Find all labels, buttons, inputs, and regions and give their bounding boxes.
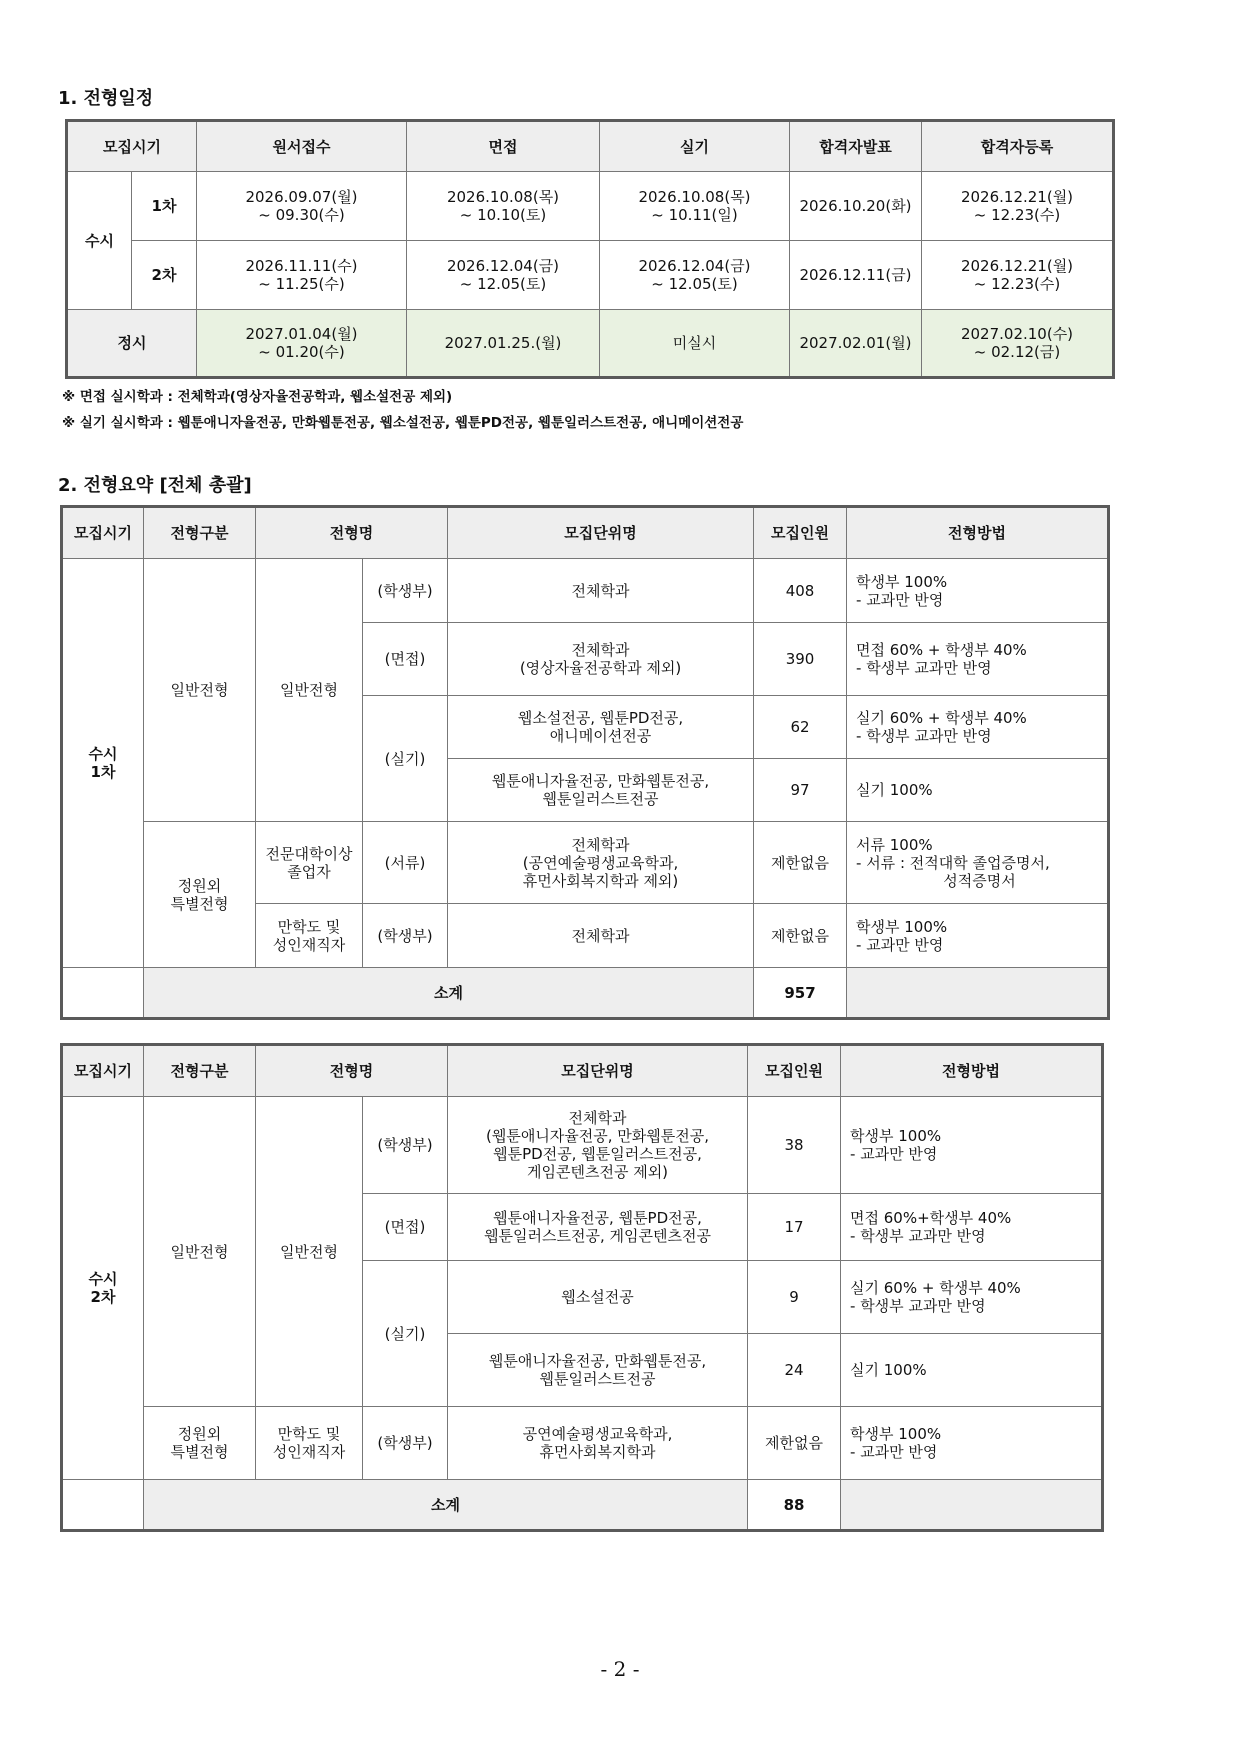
unit-cell: 전체학과 (공연예술평생교육학과, 휴먼사회복지학과 제외)	[448, 822, 754, 904]
interview-note: ※ 면접 실시학과 : 전체학과(영상자율전공학과, 웹소설전공 제외)	[62, 389, 453, 405]
count-cell: 38	[748, 1097, 841, 1194]
method-text: 서류 100% - 서류 : 전적대학 졸업증명서,	[856, 835, 1050, 872]
apply-date: 2027.01.04(월) ~ 01.20(수)	[197, 310, 407, 378]
unit-cell: 전체학과	[448, 904, 754, 968]
period-cell: 수시 1차	[62, 559, 144, 968]
unit-cell: 웹툰애니자율전공, 웹툰PD전공, 웹툰일러스트전공, 게임콘텐츠전공	[448, 1194, 748, 1261]
subtotal-label: 소계	[144, 968, 754, 1019]
method-cell: 학생부 100% - 교과만 반영	[841, 1407, 1103, 1480]
count-cell: 62	[754, 696, 847, 759]
header-practical: 실기	[600, 121, 790, 172]
table-row	[67, 241, 1114, 310]
name-cell: 일반전형	[256, 559, 363, 822]
count-cell: 408	[754, 559, 847, 623]
header-count: 모집인원	[754, 507, 847, 559]
type-cell: 일반전형	[144, 1097, 256, 1407]
method-cell: 면접 60%+학생부 40% - 학생부 교과만 반영	[841, 1194, 1103, 1261]
subtotal-row	[62, 968, 1109, 1019]
count-cell: 제한없음	[754, 904, 847, 968]
unit-cell: 웹소설전공	[448, 1261, 748, 1334]
subtotal-row	[62, 1480, 1103, 1531]
header-period: 모집시기	[67, 121, 197, 172]
subtotal-value: 957	[754, 968, 847, 1019]
count-cell: 제한없음	[748, 1407, 841, 1480]
header-period: 모집시기	[62, 1045, 144, 1097]
interview-date: 2026.10.08(목) ~ 10.10(토)	[407, 172, 600, 241]
apply-date: 2026.09.07(월) ~ 09.30(수)	[197, 172, 407, 241]
apply-date: 2026.11.11(수) ~ 11.25(수)	[197, 241, 407, 310]
header-type: 전형구분	[144, 507, 256, 559]
header-type: 전형구분	[144, 1045, 256, 1097]
method-tail: 성적증명서	[943, 871, 1016, 890]
unit-cell: 전체학과	[448, 559, 754, 623]
header-announce: 합격자발표	[790, 121, 922, 172]
header-method: 전형방법	[847, 507, 1109, 559]
name-cell: 만학도 및 성인재직자	[256, 1407, 363, 1480]
summary-table-round1	[60, 505, 1110, 1020]
register-date: 2026.12.21(월) ~ 12.23(수)	[922, 172, 1114, 241]
practical-note: ※ 실기 실시학과 : 웹툰애니자율전공, 만화웹툰전공, 웹소설전공, 웹툰PD전공, 웹툰일러스트전공, 애니메이션전공	[62, 415, 744, 431]
count-cell: 390	[754, 623, 847, 696]
table-row	[62, 822, 1109, 904]
sub-cell: (실기)	[363, 1261, 448, 1407]
practical-date: 미실시	[600, 310, 790, 378]
header-apply: 원서접수	[197, 121, 407, 172]
round-label: 1차	[132, 172, 197, 241]
announce-date: 2026.12.11(금)	[790, 241, 922, 310]
practical-date: 2026.12.04(금) ~ 12.05(토)	[600, 241, 790, 310]
subtotal-value: 88	[748, 1480, 841, 1531]
sub-cell: (학생부)	[363, 559, 448, 623]
unit-cell: 전체학과 (영상자율전공학과 제외)	[448, 623, 754, 696]
name-cell: 만학도 및 성인재직자	[256, 904, 363, 968]
sub-cell: (면접)	[363, 1194, 448, 1261]
count-cell: 9	[748, 1261, 841, 1334]
method-cell: 학생부 100% - 교과만 반영	[847, 559, 1109, 623]
unit-cell: 전체학과 (웹툰애니자율전공, 만화웹툰전공, 웹툰PD전공, 웹툰일러스트전공, 게임콘텐츠전공 제외)	[448, 1097, 748, 1194]
type-cell: 일반전형	[144, 559, 256, 822]
interview-date: 2026.12.04(금) ~ 12.05(토)	[407, 241, 600, 310]
section2-title: 2. 전형요약 [전체 총괄]	[58, 475, 252, 496]
method-cell: 실기 60% + 학생부 40% - 학생부 교과만 반영	[841, 1261, 1103, 1334]
practical-date: 2026.10.08(목) ~ 10.11(일)	[600, 172, 790, 241]
susi-label: 수시	[67, 172, 132, 310]
register-date: 2026.12.21(월) ~ 12.23(수)	[922, 241, 1114, 310]
table-row	[62, 559, 1109, 623]
sub-cell: (학생부)	[363, 904, 448, 968]
method-cell	[847, 822, 1109, 904]
sub-cell: (학생부)	[363, 1097, 448, 1194]
method-cell: 실기 100%	[841, 1334, 1103, 1407]
subtotal-label: 소계	[144, 1480, 748, 1531]
schedule-table	[65, 119, 1115, 379]
header-interview: 면접	[407, 121, 600, 172]
header-unit: 모집단위명	[448, 507, 754, 559]
section1-title: 1. 전형일정	[58, 88, 154, 109]
method-cell: 실기 100%	[847, 759, 1109, 822]
method-cell: 학생부 100% - 교과만 반영	[841, 1097, 1103, 1194]
sub-cell: (학생부)	[363, 1407, 448, 1480]
interview-date: 2027.01.25.(월)	[407, 310, 600, 378]
header-method: 전형방법	[841, 1045, 1103, 1097]
method-cell: 학생부 100% - 교과만 반영	[847, 904, 1109, 968]
header-count: 모집인원	[748, 1045, 841, 1097]
table-row	[67, 172, 1114, 241]
header-period: 모집시기	[62, 507, 144, 559]
name-cell: 전문대학이상 졸업자	[256, 822, 363, 904]
table-row	[62, 1097, 1103, 1194]
period-cell: 수시 2차	[62, 1097, 144, 1480]
table-row	[67, 310, 1114, 378]
unit-cell: 웹툰애니자율전공, 만화웹툰전공, 웹툰일러스트전공	[448, 759, 754, 822]
summary-table-round2	[60, 1043, 1104, 1532]
header-unit: 모집단위명	[448, 1045, 748, 1097]
header-register: 합격자등록	[922, 121, 1114, 172]
page-number: - 2 -	[600, 1657, 640, 1681]
sub-cell: (면접)	[363, 623, 448, 696]
announce-date: 2027.02.01(월)	[790, 310, 922, 378]
count-cell: 제한없음	[754, 822, 847, 904]
sub-cell: (실기)	[363, 696, 448, 822]
jeongsi-label: 정시	[67, 310, 197, 378]
method-cell: 실기 60% + 학생부 40% - 학생부 교과만 반영	[847, 696, 1109, 759]
announce-date: 2026.10.20(화)	[790, 172, 922, 241]
sub-cell: (서류)	[363, 822, 448, 904]
unit-cell: 웹소설전공, 웹툰PD전공, 애니메이션전공	[448, 696, 754, 759]
header-name: 전형명	[256, 507, 448, 559]
register-date: 2027.02.10(수) ~ 02.12(금)	[922, 310, 1114, 378]
unit-cell: 웹툰애니자율전공, 만화웹툰전공, 웹툰일러스트전공	[448, 1334, 748, 1407]
header-name: 전형명	[256, 1045, 448, 1097]
type-cell: 정원외 특별전형	[144, 822, 256, 968]
count-cell: 97	[754, 759, 847, 822]
name-cell: 일반전형	[256, 1097, 363, 1407]
count-cell: 24	[748, 1334, 841, 1407]
type-cell: 정원외 특별전형	[144, 1407, 256, 1480]
method-cell: 면접 60% + 학생부 40% - 학생부 교과만 반영	[847, 623, 1109, 696]
count-cell: 17	[748, 1194, 841, 1261]
table-row	[62, 1407, 1103, 1480]
unit-cell: 공연예술평생교육학과, 휴먼사회복지학과	[448, 1407, 748, 1480]
round-label: 2차	[132, 241, 197, 310]
